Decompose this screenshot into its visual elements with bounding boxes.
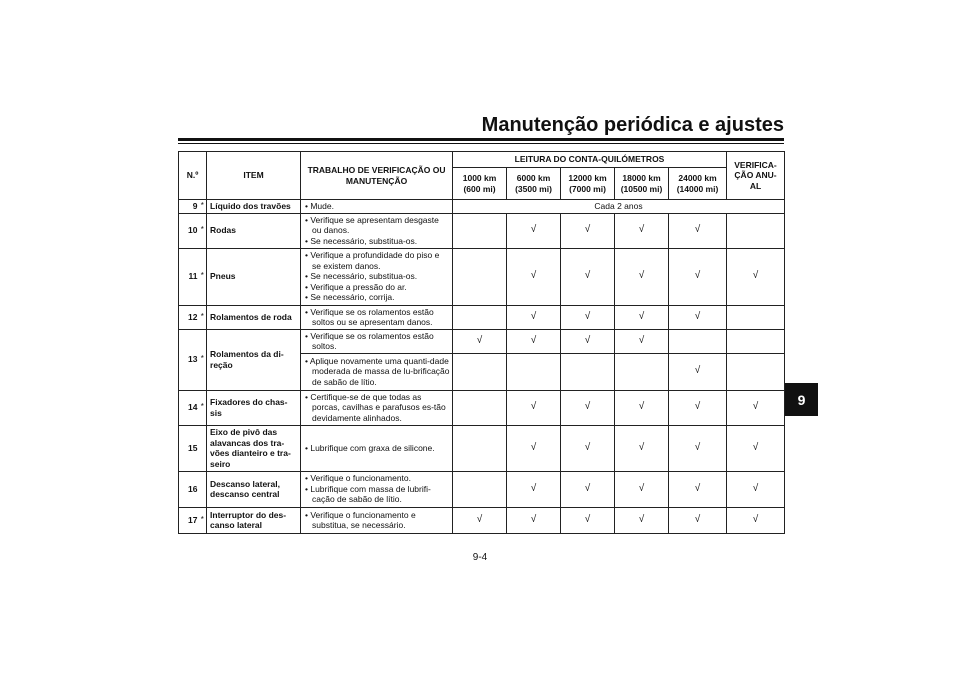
check-mark: √ [530,482,537,494]
row-star [199,471,207,507]
check-mark: √ [638,513,645,525]
row-number: 16 [179,471,199,507]
row-number: 13 [179,329,199,390]
table-row [179,425,785,471]
interval-span: Cada 2 anos [453,200,785,214]
check-cell [561,390,615,425]
check-cell [615,507,669,533]
task-line: • Mude. [305,201,334,211]
task-line: • Lubrifique com graxa de silicone. [305,442,435,453]
check-cell [561,471,615,507]
header-rule-thin [178,143,784,144]
check-mark: √ [638,334,645,346]
row-item: Rolamentos da di-reção [207,329,301,390]
check-mark: √ [584,270,591,282]
check-mark: √ [584,513,591,525]
check-mark: √ [694,224,701,236]
check-mark: √ [694,513,701,525]
check-mark: √ [584,334,591,346]
check-cell [453,213,507,248]
check-mark: √ [752,513,759,525]
check-cell [507,390,561,425]
check-cell [727,507,785,533]
row-number: 15 [179,425,199,471]
check-mark: √ [530,270,537,282]
row-star [199,425,207,471]
check-cell [669,425,727,471]
table-row [179,390,785,425]
check-cell [727,425,785,471]
table-row [179,213,785,248]
header-no: N.º [179,152,207,200]
task-line: • Se necessário, substitua-os. [305,271,418,282]
task-line: • Verifique se apresentam desgaste ou danos. [305,214,439,236]
check-mark: √ [584,401,591,413]
row-item: Descanso lateral, descanso central [207,471,301,507]
row-item: Rodas [207,213,301,248]
row-number: 11 [179,248,199,305]
work-cell [301,305,453,329]
table-row [179,329,785,353]
header-interval: 18000 km (10500 mi) [615,168,669,200]
row-star: * [199,200,207,214]
check-cell [727,213,785,248]
header-work: TRABALHO DE VERIFICAÇÃO OU MANUTENÇÃO [301,152,453,200]
task-line: • Verifique se os rolamentos estão soltos ou se apresentam danos. [305,306,434,327]
check-cell [561,329,615,353]
check-cell [507,507,561,533]
row-item: Rolamentos de roda [207,305,301,329]
check-mark: √ [694,365,701,377]
check-mark: √ [752,482,759,494]
check-cell [507,353,561,390]
check-cell [561,353,615,390]
row-number: 9 [179,200,199,214]
check-cell [669,213,727,248]
check-mark: √ [694,401,701,413]
check-cell [669,305,727,329]
check-mark: √ [476,334,483,346]
row-item: Fixadores do chas-sis [207,390,301,425]
chapter-tab: 9 [785,383,818,416]
work-cell [301,200,453,214]
check-mark: √ [752,270,759,282]
check-mark: √ [694,482,701,494]
check-mark: √ [638,310,645,322]
task-line: • Certifique-se de que todas as porcas, cavilhas e parafusos es-tão devidamente alinhados. [305,391,446,423]
check-cell [615,425,669,471]
row-number: 14 [179,390,199,425]
check-cell [727,353,785,390]
check-mark: √ [752,441,759,453]
check-cell [507,248,561,305]
check-mark: √ [584,310,591,322]
check-mark: √ [476,513,483,525]
work-cell [301,390,453,425]
task-line: • Verifique se os rolamentos estão soltos. [305,330,434,351]
check-mark: √ [638,401,645,413]
table-row [179,305,785,329]
check-cell [453,248,507,305]
table-row [179,248,785,305]
header-item: ITEM [207,152,301,200]
check-cell [507,329,561,353]
check-cell [615,353,669,390]
check-mark: √ [530,310,537,322]
row-star: * [199,248,207,305]
header-interval: 1000 km (600 mi) [453,168,507,200]
check-cell [453,305,507,329]
check-mark: √ [530,224,537,236]
check-cell [727,305,785,329]
check-mark: √ [694,310,701,322]
maintenance-table [178,151,785,534]
header-interval: 6000 km (3500 mi) [507,168,561,200]
task-line: • Aplique novamente uma quanti-dade moderada de massa de lu-brificação de sabão de lítio. [305,355,450,387]
check-mark: √ [638,270,645,282]
check-cell [561,248,615,305]
check-mark: √ [638,482,645,494]
work-cell [301,353,453,390]
check-cell [453,390,507,425]
task-line: • Se necessário, substitua-os. [305,235,418,246]
row-item: Líquido dos travões [207,200,301,214]
work-cell [301,213,453,248]
work-cell [301,425,453,471]
row-number: 10 [179,213,199,248]
task-line: • Verifique a profundidade do piso e se existem danos. [305,250,440,271]
check-cell [669,390,727,425]
work-cell [301,471,453,507]
check-cell [615,248,669,305]
check-mark: √ [530,401,537,413]
check-cell [507,425,561,471]
header-interval: 12000 km (7000 mi) [561,168,615,200]
check-cell [507,213,561,248]
table-row [179,200,785,214]
task-line: • Lubrifique com massa de lubrifi-cação de sabão de lítio. [305,483,431,505]
row-number: 17 [179,507,199,533]
check-mark: √ [694,441,701,453]
check-mark: √ [584,441,591,453]
work-cell [301,248,453,305]
check-mark: √ [530,334,537,346]
row-star: * [199,305,207,329]
check-cell [615,305,669,329]
check-cell [669,353,727,390]
check-cell [615,213,669,248]
table-row [179,471,785,507]
row-star: * [199,213,207,248]
check-cell [507,305,561,329]
check-cell [453,329,507,353]
check-cell [453,471,507,507]
work-cell [301,329,453,353]
check-cell [561,213,615,248]
check-cell [727,248,785,305]
check-cell [453,353,507,390]
check-mark: √ [530,513,537,525]
check-mark: √ [638,441,645,453]
task-line: • Se necessário, corrija. [305,292,395,303]
task-line: • Verifique o funcionamento. [305,473,412,484]
header-odometer: LEITURA DO CONTA-QUILÓMETROS [453,152,727,168]
check-cell [615,329,669,353]
check-cell [561,425,615,471]
check-mark: √ [752,401,759,413]
page-title: Manutenção periódica e ajustes [481,114,784,136]
check-cell [615,471,669,507]
table-row [179,507,785,533]
check-mark: √ [694,270,701,282]
check-mark: √ [530,441,537,453]
check-cell [727,390,785,425]
check-mark: √ [638,224,645,236]
check-cell [561,507,615,533]
check-cell [507,471,561,507]
row-item: Interruptor do des-canso lateral [207,507,301,533]
check-cell [453,507,507,533]
task-line: • Verifique a pressão do ar. [305,281,407,292]
check-cell [727,471,785,507]
page-number: 9-4 [472,552,488,563]
check-mark: √ [584,224,591,236]
row-item: Pneus [207,248,301,305]
check-cell [453,425,507,471]
check-cell [669,329,727,353]
row-number: 12 [179,305,199,329]
check-cell [669,248,727,305]
check-cell [615,390,669,425]
row-item: Eixo de pivô das alavancas dos tra-vões dianteiro e tra-seiro [207,425,301,471]
task-line: • Verifique o funcionamento e substitua, se necessário. [305,509,416,530]
work-cell [301,507,453,533]
check-cell [561,305,615,329]
check-mark: √ [584,482,591,494]
check-cell [669,507,727,533]
row-star: * [199,507,207,533]
check-cell [727,329,785,353]
header-interval: 24000 km (14000 mi) [669,168,727,200]
header-rule-thick [178,138,784,141]
check-cell [669,471,727,507]
row-star: * [199,329,207,390]
header-annual: VERIFICA-ÇÃO ANU-AL [727,152,785,200]
row-star: * [199,390,207,425]
